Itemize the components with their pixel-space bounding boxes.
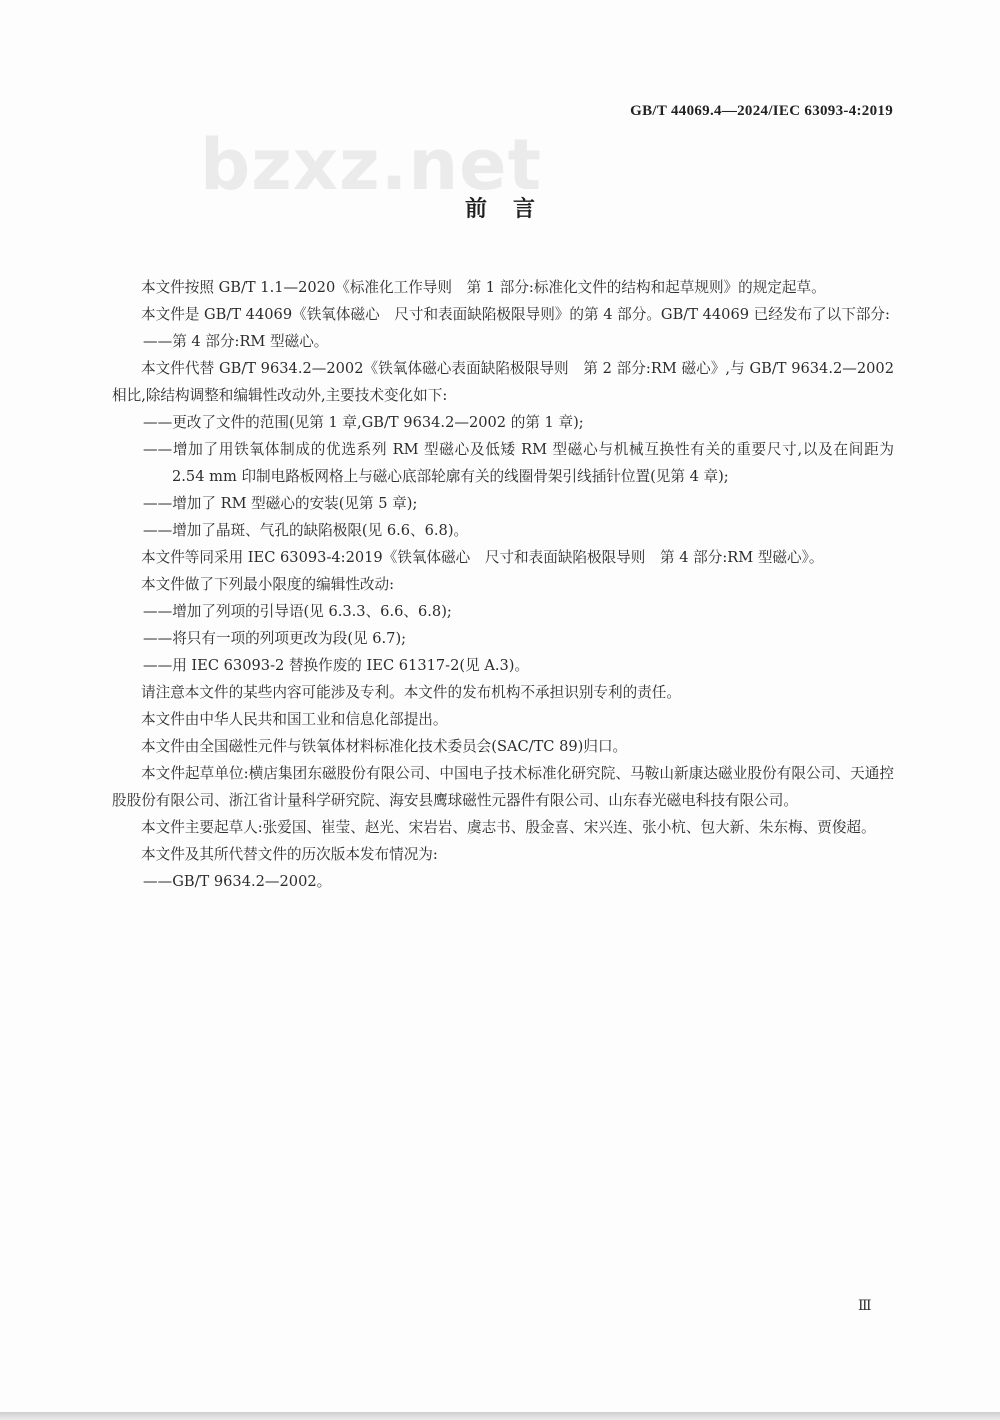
paragraph-committee: 本文件由全国磁性元件与铁氧体材料标准化技术委员会(SAC/TC 89)归口。 (141, 738, 628, 755)
page-bottom-edge (0, 1412, 1000, 1420)
list-item-previous-version: ——GB/T 9634.2—2002。 (143, 873, 332, 890)
foreword-body (112, 274, 894, 895)
paragraph-drafting-rules: 本文件按照 GB/T 1.1—2020《标准化工作导则 第 1 部分:标准化文件的结构和起草规则》的规定起草。 (141, 279, 826, 296)
list-item-lead-in-added: ——增加了列项的引导语(见 6.3.3、6.6、6.8); (143, 603, 452, 620)
paragraph-drafting-units: 本文件起草单位:横店集团东磁股份有限公司、中国电子技术标准化研究院、马鞍山新康达磁业股份有限公司、天通控股股份有限公司、浙江省计量科学研究院、海安县鹰球磁性元器件有限公司、山东春光磁电科技有限公司。 (112, 765, 894, 809)
paragraph-drafters: 本文件主要起草人:张爱国、崔莹、赵光、宋岩岩、虞志书、殷金喜、宋兴连、张小杭、包大新、朱东梅、贾俊超。 (141, 819, 876, 836)
paragraph-patent-notice: 请注意本文件的某些内容可能涉及专利。本文件的发布机构不承担识别专利的责任。 (141, 684, 681, 701)
watermark: bzxz.net (200, 124, 543, 206)
paragraph-version-history: 本文件及其所代替文件的历次版本发布情况为: (141, 846, 438, 863)
list-item-part-4: ——第 4 部分:RM 型磁心。 (143, 333, 329, 350)
document-code: GB/T 44069.4—2024/IEC 63093-4:2019 (630, 103, 893, 119)
list-item-scope-change: ——更改了文件的范围(见第 1 章,GB/T 9634.2—2002 的第 1 章); (143, 414, 584, 431)
page-number: Ⅲ (858, 1298, 871, 1314)
list-item-defect-limits-added: ——增加了晶斑、气孔的缺陷极限(见 6.6、6.8)。 (143, 522, 469, 539)
list-item-mounting-added: ——增加了 RM 型磁心的安装(见第 5 章); (143, 495, 418, 512)
paragraph-replacement: 本文件代替 GB/T 9634.2—2002《铁氧体磁心表面缺陷极限导则 第 2 部分:RM 磁心》,与 GB/T 9634.2—2002 相比,除结构调整和编辑性改动外,主要技术变化如下: (112, 360, 894, 404)
page-title: 前言 (464, 197, 561, 222)
paragraph-series-parts: 本文件是 GB/T 44069《铁氧体磁心 尺寸和表面缺陷极限导则》的第 4 部分。GB/T 44069 已经发布了以下部分: (141, 306, 890, 323)
list-item-single-item-list: ——将只有一项的列项更改为段(见 6.7); (143, 630, 407, 647)
list-item-iec-replacement: ——用 IEC 63093-2 替换作废的 IEC 61317-2(见 A.3)。 (143, 657, 530, 674)
paragraph-iec-adoption: 本文件等同采用 IEC 63093-4:2019《铁氧体磁心 尺寸和表面缺陷极限导则 第 4 部分:RM 型磁心》。 (141, 549, 824, 566)
paragraph-editorial-changes: 本文件做了下列最小限度的编辑性改动: (141, 576, 395, 593)
paragraph-proposer: 本文件由中华人民共和国工业和信息化部提出。 (141, 711, 448, 728)
list-item-dimensions-added: ——增加了用铁氧体制成的优选系列 RM 型磁心及低矮 RM 型磁心与机械互换性有关的重要尺寸,以及在间距为 2.54 mm 印制电路板网格上与磁心底部轮廓有关的线圈骨架引线插针位置(见第 4 章); (143, 441, 894, 485)
